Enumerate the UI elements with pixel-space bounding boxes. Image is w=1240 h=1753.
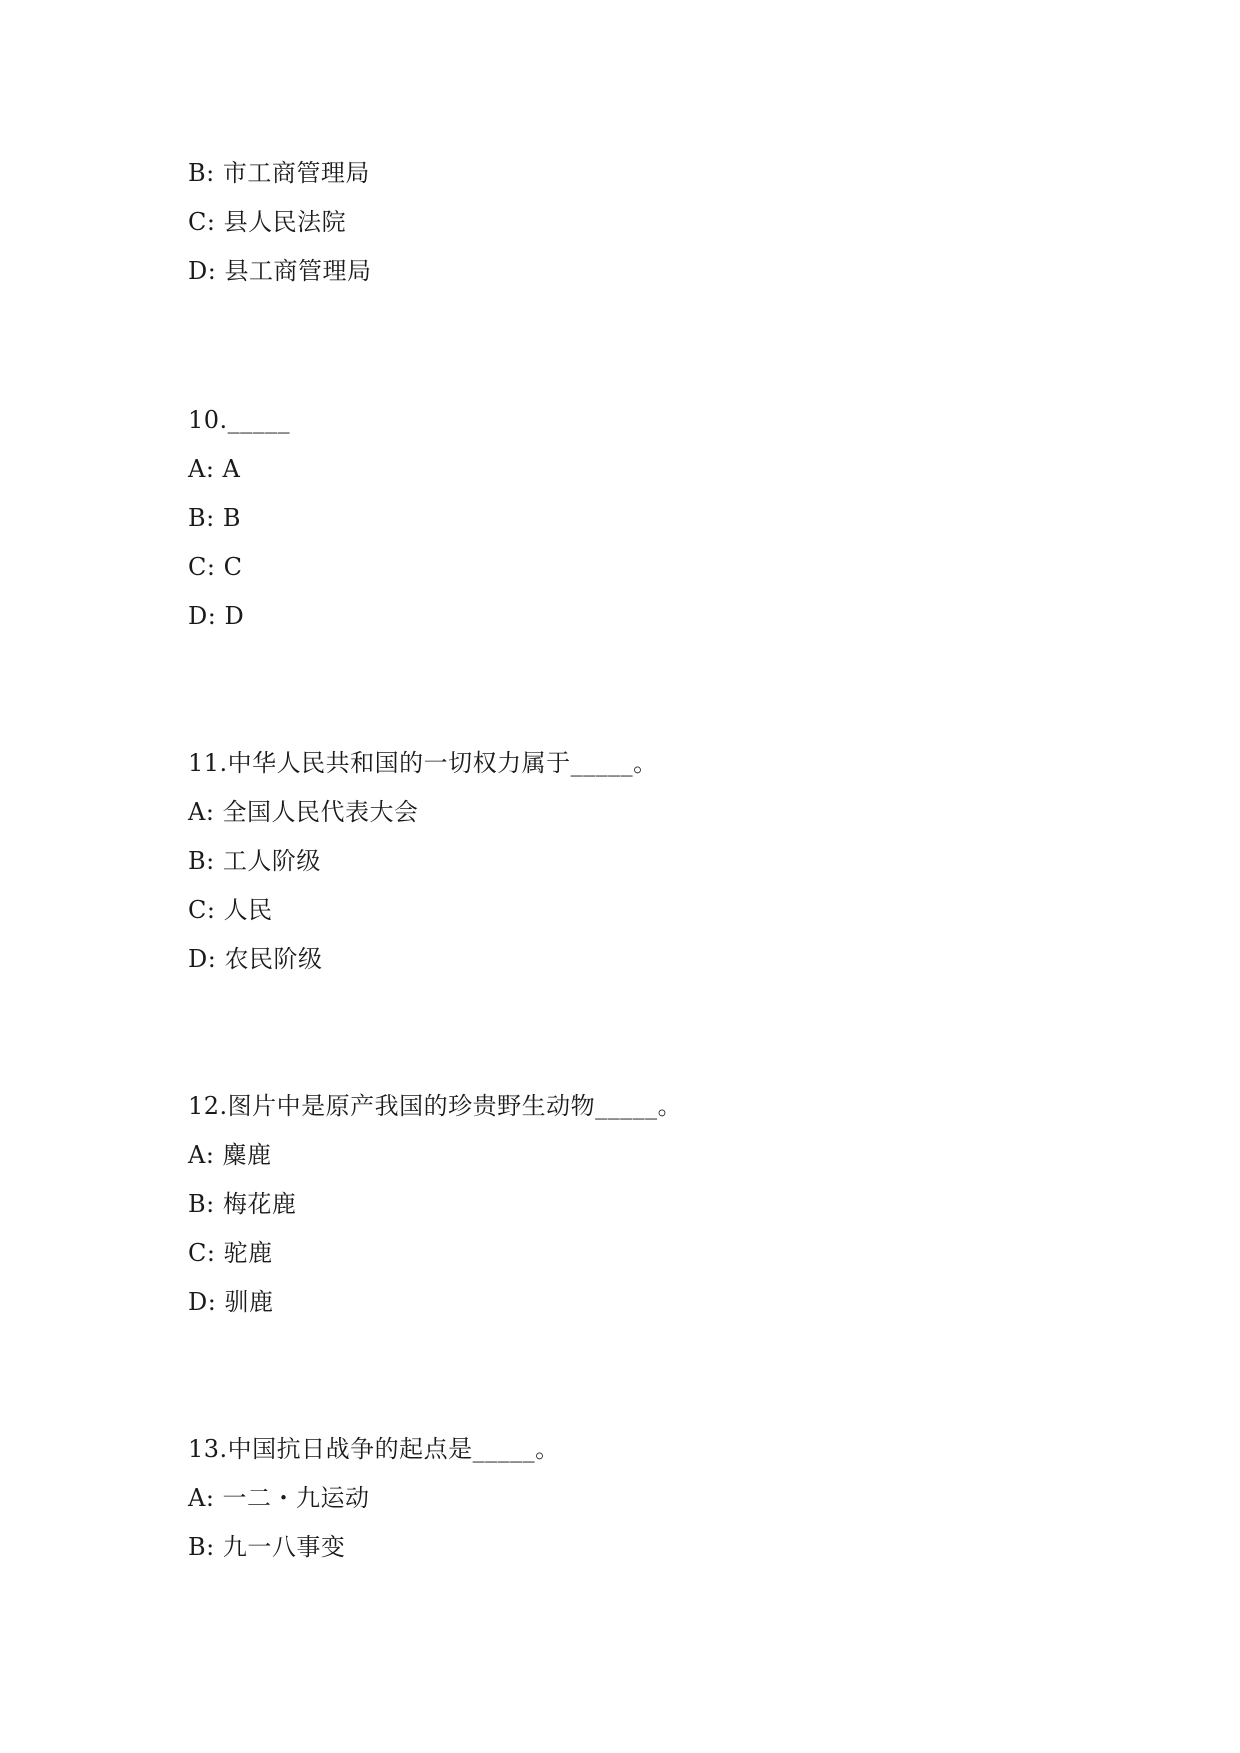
option-d: D: 农民阶级 [188,945,323,973]
option-a: A: 麋鹿 [188,1141,272,1169]
option-a: A: A [188,455,241,483]
option-b: B: 市工商管理局 [188,159,370,187]
option-c: C: 县人民法院 [188,208,347,236]
question-stem: 12.图片中是原产我国的珍贵野生动物_____。 [188,1092,683,1120]
option-c: C: 驼鹿 [188,1239,273,1267]
option-d: D: 驯鹿 [188,1288,274,1316]
option-b: B: 工人阶级 [188,847,321,875]
question-stem: 11.中华人民共和国的一切权力属于_____。 [188,749,658,777]
question-stem: 10._____ [188,406,291,434]
option-d: D: D [188,602,245,630]
option-c: C: C [188,553,243,581]
option-a: A: 一二・九运动 [188,1484,370,1512]
question-stem: 13.中国抗日战争的起点是_____。 [188,1435,560,1463]
option-b: B: 梅花鹿 [188,1190,297,1218]
option-b: B: 九一八事变 [188,1533,346,1561]
option-a: A: 全国人民代表大会 [188,798,419,826]
option-d: D: 县工商管理局 [188,257,372,285]
option-c: C: 人民 [188,896,273,924]
option-b: B: B [188,504,241,532]
